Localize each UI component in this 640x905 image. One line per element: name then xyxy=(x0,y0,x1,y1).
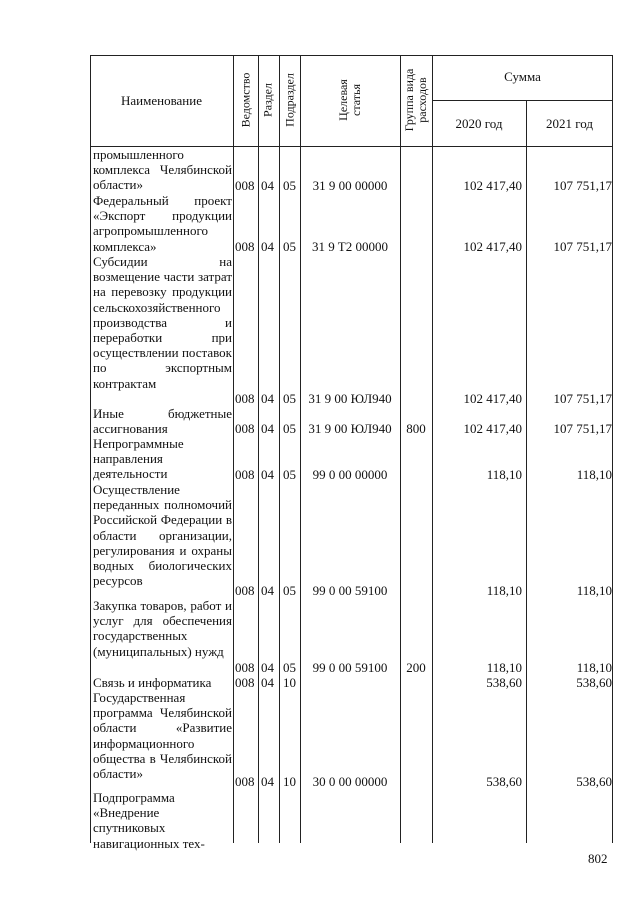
row-2020: 538,60 xyxy=(486,774,522,789)
row-vedomstvo: 008 xyxy=(235,178,255,193)
row-celevaya: 99 0 00 59100 xyxy=(312,583,388,598)
row-2020: 118,10 xyxy=(486,583,522,598)
row-razdel: 04 xyxy=(261,660,274,675)
grid-line xyxy=(279,55,280,843)
row-podrazdel: 05 xyxy=(283,391,296,406)
row-vedomstvo: 008 xyxy=(235,583,255,598)
row-2020: 118,10 xyxy=(486,467,522,482)
header-podrazdel: Подраздел xyxy=(282,73,297,127)
grid-line xyxy=(300,55,301,843)
row-razdel: 04 xyxy=(261,421,274,436)
row-podrazdel: 05 xyxy=(283,239,296,254)
row-name: Связь и информатика xyxy=(93,675,212,690)
header-gruppa-vida-raskhodov: Группа вида расходов xyxy=(402,68,429,132)
row-podrazdel: 10 xyxy=(283,774,296,789)
grid-line xyxy=(233,55,234,843)
header-2021: 2021 год xyxy=(546,116,593,131)
row-celevaya: 30 0 00 00000 xyxy=(312,774,388,789)
row-celevaya: 31 9 00 00000 xyxy=(312,178,388,193)
row-celevaya: 31 9 00 ЮЛ940 xyxy=(308,391,392,406)
row-vedomstvo: 008 xyxy=(235,774,255,789)
row-podrazdel: 05 xyxy=(283,421,296,436)
row-podrazdel: 10 xyxy=(283,675,296,690)
row-podrazdel: 05 xyxy=(283,660,296,675)
grid-line xyxy=(432,55,433,843)
grid-line xyxy=(432,100,613,101)
row-2020: 118,10 xyxy=(486,660,522,675)
row-podrazdel: 05 xyxy=(283,178,296,193)
row-name: Осуществление переданных полномочий Российской Федерации в области организации, регулирования и охраны водных биологических ресурсов xyxy=(93,482,232,589)
row-celevaya: 31 9 T2 00000 xyxy=(312,239,388,254)
row-2020: 102 417,40 xyxy=(463,391,522,406)
page-number: 802 xyxy=(588,851,608,866)
row-2020: 102 417,40 xyxy=(463,239,522,254)
row-vedomstvo: 008 xyxy=(235,467,255,482)
row-2021: 118,10 xyxy=(576,467,612,482)
row-2021: 538,60 xyxy=(576,774,612,789)
row-vedomstvo: 008 xyxy=(235,239,255,254)
row-razdel: 04 xyxy=(261,391,274,406)
header-2020: 2020 год xyxy=(455,116,503,131)
row-vedomstvo: 008 xyxy=(235,391,255,406)
row-razdel: 04 xyxy=(261,583,274,598)
row-2021: 107 751,17 xyxy=(553,421,612,436)
row-name: Субсидии на возмещение части затрат на перевозку продукции сельскохозяйственного производства и переработки при осуществлении поставок по экспортным контрактам xyxy=(93,254,232,391)
row-name: Иные бюджетные ассигнования xyxy=(93,406,232,437)
row-2020: 538,60 xyxy=(486,675,522,690)
row-podrazdel: 05 xyxy=(283,467,296,482)
row-vedomstvo: 008 xyxy=(235,421,255,436)
row-2020: 102 417,40 xyxy=(463,178,522,193)
row-2021: 118,10 xyxy=(576,660,612,675)
row-razdel: 04 xyxy=(261,467,274,482)
row-name: Закупка товаров, работ и услуг для обеспечения государственных (муниципальных) нужд xyxy=(93,598,232,659)
grid-line xyxy=(400,55,401,843)
row-gruppa: 200 xyxy=(406,660,426,675)
header-celevaya-statya: Целевая статья xyxy=(336,79,363,121)
row-razdel: 04 xyxy=(261,178,274,193)
row-razdel: 04 xyxy=(261,774,274,789)
row-2021: 118,10 xyxy=(576,583,612,598)
grid-line xyxy=(258,55,259,843)
row-razdel: 04 xyxy=(261,239,274,254)
row-celevaya: 99 0 00 59100 xyxy=(312,660,388,675)
row-vedomstvo: 008 xyxy=(235,660,255,675)
row-2021: 538,60 xyxy=(576,675,612,690)
row-vedomstvo: 008 xyxy=(235,675,255,690)
row-name: Непрограммные направления деятельности xyxy=(93,436,184,482)
row-name: Государственная программа Челябинской области «Развитие информационного общества в Челябинской области» xyxy=(93,690,232,782)
row-name: Подпрограмма «Внедрение спутниковых навигационных тех- xyxy=(93,790,205,851)
header-razdel: Раздел xyxy=(260,83,275,117)
row-podrazdel: 05 xyxy=(283,583,296,598)
row-gruppa: 800 xyxy=(406,421,426,436)
header-vedomstvo: Ведомство xyxy=(238,72,253,128)
row-2021: 107 751,17 xyxy=(553,239,612,254)
header-summa: Сумма xyxy=(504,69,541,84)
row-celevaya: 31 9 00 ЮЛ940 xyxy=(308,421,392,436)
row-razdel: 04 xyxy=(261,675,274,690)
header-name: Наименование xyxy=(121,93,202,108)
row-2020: 102 417,40 xyxy=(463,421,522,436)
row-2021: 107 751,17 xyxy=(553,391,612,406)
row-name: промышленного комплекса Челябинской области» xyxy=(93,147,232,193)
row-name: Федеральный проект «Экспорт продукции агропромышленного комплекса» xyxy=(93,193,232,254)
row-2021: 107 751,17 xyxy=(553,178,612,193)
row-celevaya: 99 0 00 00000 xyxy=(312,467,388,482)
